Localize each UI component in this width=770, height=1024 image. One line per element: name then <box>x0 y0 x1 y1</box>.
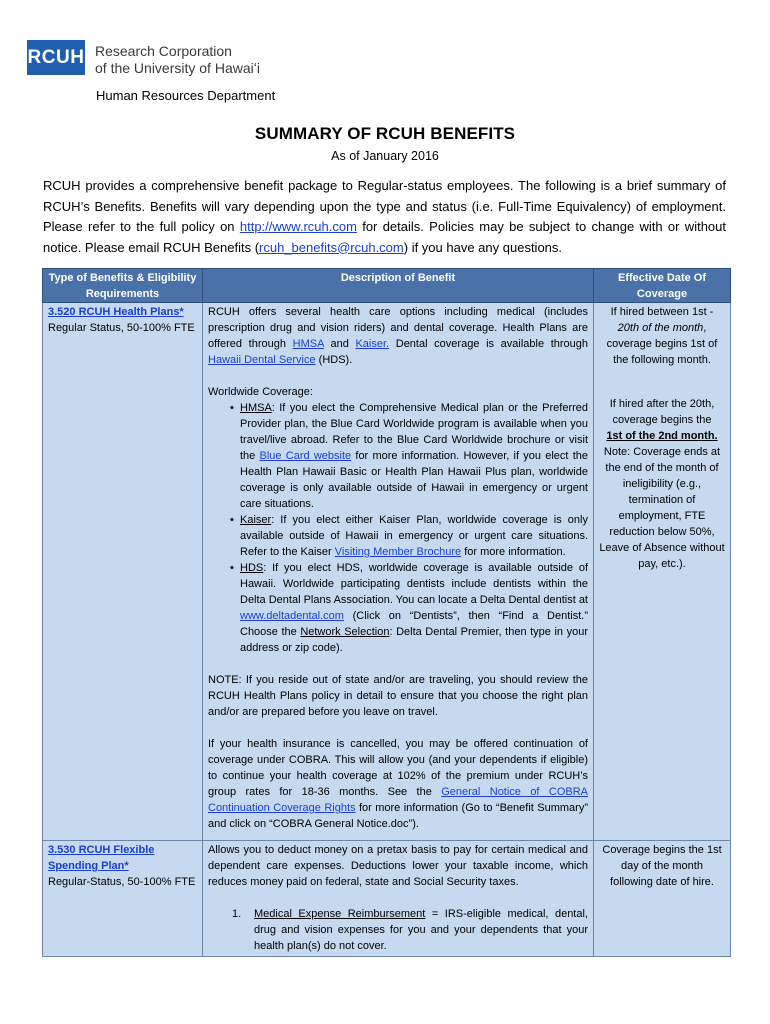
intro-text-2: for details. Policies may be subject to change with or without notice. Please email RCUH Benefits ( <box>43 219 726 255</box>
org-name-line1: Research Corporation <box>95 43 232 59</box>
department-name: Human Resources Department <box>96 88 276 103</box>
list-item <box>232 906 588 954</box>
effective-date-cell <box>594 303 731 841</box>
desc-text: for more information. <box>461 546 566 558</box>
header-type-of-benefits: Type of Benefits & Eligibility Requirements <box>43 269 203 303</box>
effective-text: Coverage begins the 1st day of the month following date of hire. <box>602 844 722 888</box>
cobra-notice-link[interactable]: General Notice of COBRA Continuation Coverage Rights <box>208 786 588 814</box>
plan-name: Kaiser <box>240 514 272 526</box>
desc-text: 20th of the month <box>617 322 704 334</box>
cobra-paragraph <box>208 736 588 832</box>
org-name-line2: of the University of Hawaiʻi <box>95 60 260 76</box>
fsa-list <box>208 906 588 954</box>
desc-text: for more information (Go to “Benefit Summary” and click on “COBRA General Notice.doc”). <box>208 802 588 830</box>
desc-text: If your health insurance is cancelled, you may be offered continuation of coverage under COBRA. This will allow you (and your dependents if eligible) to continue your health coverage at 102% of the premium under RCUH’s group rates for 18-36 months. See the <box>208 738 588 798</box>
desc-text: (Click on “Dentists”, then “Find a Dentist.” Choose the <box>240 610 588 638</box>
plan-name: HDS <box>240 562 264 574</box>
desc-text: : If you elect either Kaiser Plan, worldwide coverage is only available outside of Hawaii in emergency or urgent care situations. Refer to the Kaiser <box>240 514 588 558</box>
list-number: 1. <box>232 908 242 920</box>
benefit-type-cell <box>43 303 203 841</box>
spacer <box>208 720 588 736</box>
worldwide-list <box>208 400 588 656</box>
eligibility-text: Regular-Status, 50-100% FTE <box>48 876 196 888</box>
list-item-title: Medical Expense Reimbursement <box>254 908 426 920</box>
as-of-date: As of January 2016 <box>331 149 439 163</box>
intro-paragraph <box>43 176 726 258</box>
delta-dental-link[interactable]: www.deltadental.com <box>240 610 344 622</box>
desc-text: (HDS). <box>315 354 353 366</box>
desc-text: and <box>323 338 356 350</box>
hmsa-link[interactable]: HMSA <box>292 338 324 350</box>
intro-text-1: RCUH provides a comprehensive benefit package to Regular-status employees. The following is a brief summary of RCUH’s Benefits. Benefits will vary depending upon the type and status (i.e. Full-Time Equivalency) of employment. Please refer to the full policy on <box>43 178 726 234</box>
intro-text-3: ) if you have any questions. <box>403 239 563 255</box>
network-selection-text: Network Selection <box>300 626 390 638</box>
desc-text: coverage begins 1st of the following month. <box>606 338 718 366</box>
fsa-paragraph: Allows you to deduct money on a pretax basis to pay for certain medical and dependent care expenses. Deductions lower your taxable income, which reduces money paid on federal, state and Social Security taxes. <box>208 844 588 888</box>
benefits-table <box>42 268 731 957</box>
table-row <box>43 303 731 841</box>
blue-card-link[interactable]: Blue Card website <box>259 450 352 462</box>
spacer <box>208 832 588 838</box>
benefits-email-link[interactable]: rcuh_benefits@rcuh.com <box>259 239 404 255</box>
effective-text <box>599 396 725 444</box>
desc-text: , <box>703 322 707 334</box>
benefit-description-cell <box>203 841 594 957</box>
flexible-spending-link[interactable]: 3.530 RCUH Flexible Spending Plan* <box>48 844 155 872</box>
list-item <box>240 560 588 656</box>
desc-text: Dental coverage is available through <box>389 338 589 350</box>
note-paragraph: NOTE: If you reside out of state and/or are traveling, you should review the RCUH Health Plans policy in detail to ensure that you choose the right plan and/or are prepared before you leave on travel. <box>208 674 588 718</box>
header-description: Description of Benefit <box>203 269 594 303</box>
benefit-type-cell <box>43 841 203 957</box>
spacer <box>208 890 588 906</box>
header-effective-date: Effective Date Of Coverage <box>594 269 731 303</box>
table-header-row <box>43 269 731 303</box>
desc-text: for more information. However, if you elect the Health Plan Hawaii Basic or Health Plan Hawaii Plus plan, worldwide coverage is only available outside of Hawaii in emergency or urgent care situations. <box>240 450 588 510</box>
eligibility-text: Regular Status, 50-100% FTE <box>48 322 195 334</box>
list-item <box>240 512 588 560</box>
desc-text: : If you elect HDS, worldwide coverage is available outside of Hawaii. Worldwide participating dentists include dentists within the Delta Dental Plans Association. You can locate a Delta Dental dentist at <box>240 562 588 606</box>
desc-text: = IRS-eligible medical, dental, drug and vision expenses for you and your dependents that your health plan(s) do not cover. <box>254 908 588 952</box>
plan-name: HMSA <box>240 402 272 414</box>
desc-text: RCUH offers several health care options including medical (includes prescription drug and vision riders) and dental coverage. Health Plans are offered through <box>208 306 588 350</box>
health-plans-link[interactable]: 3.520 RCUH Health Plans* <box>48 306 184 318</box>
list-item <box>240 400 588 512</box>
desc-text: If hired between 1st - <box>610 306 714 318</box>
coverage-ends-note: Note: Coverage ends at the end of the month of ineligibility (e.g., termination of employment, FTE reduction below 50%, Leave of Absence without pay, etc.). <box>599 446 725 570</box>
desc-text: 1st of the 2nd month. <box>606 430 718 442</box>
effective-text <box>599 304 725 368</box>
hds-link[interactable]: Hawaii Dental Service <box>208 354 316 366</box>
rcuh-website-link[interactable]: http://www.rcuh.com <box>239 219 357 234</box>
visiting-member-brochure-link[interactable]: Visiting Member Brochure <box>334 546 462 558</box>
kaiser-link[interactable]: Kaiser. <box>355 338 390 350</box>
desc-text: : If you elect the Comprehensive Medical plan or the Preferred Provider plan, the Blue Card Worldwide program is available when you travel/live abroad. Refer to the Blue Card Worldwide brochure or visit the <box>240 402 588 462</box>
desc-text: If hired after the 20th, coverage begins the <box>609 398 715 426</box>
worldwide-heading: Worldwide Coverage: <box>208 386 313 398</box>
spacer <box>208 368 588 384</box>
desc-text: : Delta Dental Premier, then type in your address or zip code). <box>240 626 588 654</box>
rcuh-logo <box>27 40 85 75</box>
spacer <box>208 656 588 672</box>
benefit-description-cell <box>203 303 594 841</box>
effective-date-cell <box>594 841 731 957</box>
health-plans-paragraph <box>208 304 588 368</box>
document-title: SUMMARY OF RCUH BENEFITS <box>254 124 516 143</box>
spacer <box>599 368 725 396</box>
logo-text: RCUH <box>27 46 85 68</box>
table-row <box>43 841 731 957</box>
